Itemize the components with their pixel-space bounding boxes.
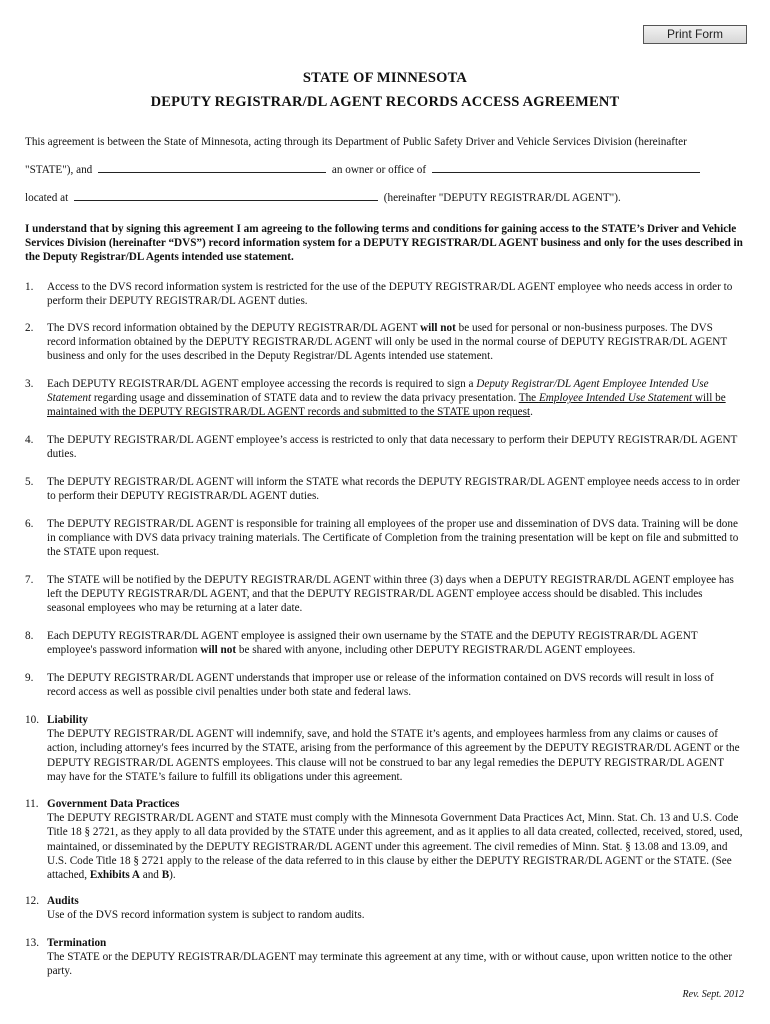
clause-9	[25, 671, 743, 699]
clause-4	[25, 433, 743, 461]
clause-text: The DEPUTY REGISTRAR/DL AGENT will inform the STATE what records the DEPUTY REGISTRAR/DL AGENT employee needs access to in order to perform their DEPUTY REGISTRAR/DL AGENT duties.	[47, 476, 740, 503]
clause-2	[25, 321, 743, 364]
owner-office-field[interactable]	[432, 162, 700, 173]
clause-heading: Audits	[47, 895, 79, 907]
clause-text: Access to the DVS record information system is restricted for the use of the DEPUTY REGISTRAR/DL AGENT employee who needs access in order to perform their DEPUTY REGISTRAR/DL AGENT duties.	[47, 281, 733, 308]
clause-text: The DVS record information obtained by the DEPUTY REGISTRAR/DL AGENT will not be used for personal or non-business purposes. The DVS record information obtained by the DEPUTY REGISTRAR/DL AGENT will only be used in the normal course of DEPUTY REGISTRAR/DL AGENT business and only for the uses described in the Deputy Registrar/DL Agents intended use statement.	[47, 322, 727, 363]
party-name-field[interactable]	[98, 162, 326, 173]
clause-11-data-practices	[25, 797, 743, 882]
clause-3	[25, 377, 743, 420]
clause-number: 13.	[25, 937, 39, 949]
clause-heading: Termination	[47, 937, 107, 949]
location-field[interactable]	[74, 190, 378, 201]
clause-text: The STATE will be notified by the DEPUTY REGISTRAR/DL AGENT within three (3) days when a DEPUTY REGISTRAR/DL AGENT employee has left the DEPUTY REGISTRAR/DL AGENT, and that the DEPUTY REGISTRAR/DL AGENT employee access should be disabled. This includes seasonal employees who may be returning at a later date.	[47, 574, 734, 615]
agreement-statement: I understand that by signing this agreement I am agreeing to the following terms and conditions for gaining access to the STATE’s Driver and Vehicle Services Division (hereinafter “DVS”) record information system for a DEPUTY REGISTRAR/DL AGENT business and only for the uses described in the Deputy Registrar/DL Agents intended use statement.	[25, 223, 743, 264]
clause-number: 4.	[25, 434, 34, 446]
owner-office-label: an owner or office of	[331, 164, 427, 176]
clause-number: 7.	[25, 574, 34, 586]
clause-number: 9.	[25, 672, 34, 684]
intro-line-3	[25, 190, 745, 205]
clause-number: 6.	[25, 518, 34, 530]
clause-1	[25, 280, 743, 308]
print-form-button[interactable]: Print Form	[643, 25, 747, 44]
clause-6	[25, 517, 743, 560]
clause-10-liability	[25, 713, 743, 784]
located-at-label: located at	[25, 192, 69, 204]
intro-state-label: "STATE"), and	[25, 164, 93, 176]
clause-8	[25, 629, 743, 657]
clause-7	[25, 573, 743, 616]
clause-heading: Government Data Practices	[47, 798, 180, 810]
clause-13-termination	[25, 936, 743, 979]
page-title: STATE OF MINNESOTA	[302, 70, 468, 86]
clause-text: The STATE or the DEPUTY REGISTRAR/DLAGENT may terminate this agreement at any time, with or without cause, upon written notice to the other party.	[47, 951, 733, 978]
clause-5	[25, 475, 743, 503]
clause-text: The DEPUTY REGISTRAR/DL AGENT understands that improper use or release of the information contained on DVS records will result in loss of record access as well as possible civil penalties under both state and federal laws.	[47, 672, 714, 699]
clause-number: 5.	[25, 476, 34, 488]
clause-number: 2.	[25, 322, 34, 334]
revision-date: Rev. Sept. 2012	[682, 989, 744, 1000]
clause-heading: Liability	[47, 714, 89, 726]
clause-number: 1.	[25, 281, 34, 293]
clause-text: Each DEPUTY REGISTRAR/DL AGENT employee is assigned their own username by the STATE and the DEPUTY REGISTRAR/DL AGENT employee's password information will not be shared with anyone, including other DEPUTY REGISTRAR/DL AGENT employees.	[47, 630, 698, 657]
clause-text: The DEPUTY REGISTRAR/DL AGENT and STATE must comply with the Minnesota Government Data Practices Act, Minn. Stat. Ch. 13 and U.S. Code Title 18 § 2721, as they apply to all data provided by the STATE under this agreement, and as it applies to all data created, collected, received, stored, used, maintained, or disseminated by the DEPUTY REGISTRAR/DL AGENT under this agreement. The civil remedies of Minn. Stat. § 13.08 and 13.09, and U.S. Code Title 18 § 2721 apply to the release of the data referred to in this clause by either the DEPUTY REGISTRAR/DL AGENT or the STATE. (See attached, Exhibits A and B).	[47, 812, 743, 882]
clause-text: The DEPUTY REGISTRAR/DL AGENT employee’s access is restricted to only that data necessary to perform their DEPUTY REGISTRAR/DL AGENT duties.	[47, 434, 738, 461]
clause-12-audits	[25, 894, 743, 922]
clause-text: The DEPUTY REGISTRAR/DL AGENT will indemnify, save, and hold the STATE it’s agents, and employees harmless from any claims or causes of action, including attorney's fees incurred by the STATE, arising from the performance of this agreement by the DEPUTY REGISTRAR/DL AGENT or the DEPUTY REGISTRAR/DL AGENTS employees. This clause will not be construed to bar any legal remedies the DEPUTY REGISTRAR/DL AGENT may have for the STATE’s failure to fulfill its obligations under this agreement.	[47, 728, 740, 783]
intro-line-1: This agreement is between the State of Minnesota, acting through its Department of Public Safety Driver and Vehicle Services Division (hereinafter	[25, 136, 687, 148]
clause-number: 10.	[25, 714, 39, 726]
clause-text: Use of the DVS record information system is subject to random audits.	[47, 909, 365, 922]
clause-number: 8.	[25, 630, 34, 642]
clause-number: 3.	[25, 378, 34, 390]
page-subtitle: DEPUTY REGISTRAR/DL AGENT RECORDS ACCESS AGREEMENT	[150, 94, 620, 110]
clause-number: 11.	[25, 798, 39, 810]
intro-line-2	[25, 162, 745, 177]
clause-text: Each DEPUTY REGISTRAR/DL AGENT employee accessing the records is required to sign a Deputy Registrar/DL Agent Employee Intended Use Statement regarding usage and dissemination of STATE data and to review the data privacy presentation. The Employee Intended Use Statement will be maintained with the DEPUTY REGISTRAR/DL AGENT records and submitted to the STATE upon request.	[47, 378, 726, 419]
hereinafter-label: (hereinafter "DEPUTY REGISTRAR/DL AGENT").	[383, 192, 621, 204]
clause-number: 12.	[25, 895, 39, 907]
clause-text: The DEPUTY REGISTRAR/DL AGENT is responsible for training all employees of the proper use and dissemination of DVS data. Training will be done in compliance with DVS data privacy training materials. The Certificate of Completion from the training presentation will be kept on file and submitted to the STATE upon request.	[47, 518, 739, 559]
